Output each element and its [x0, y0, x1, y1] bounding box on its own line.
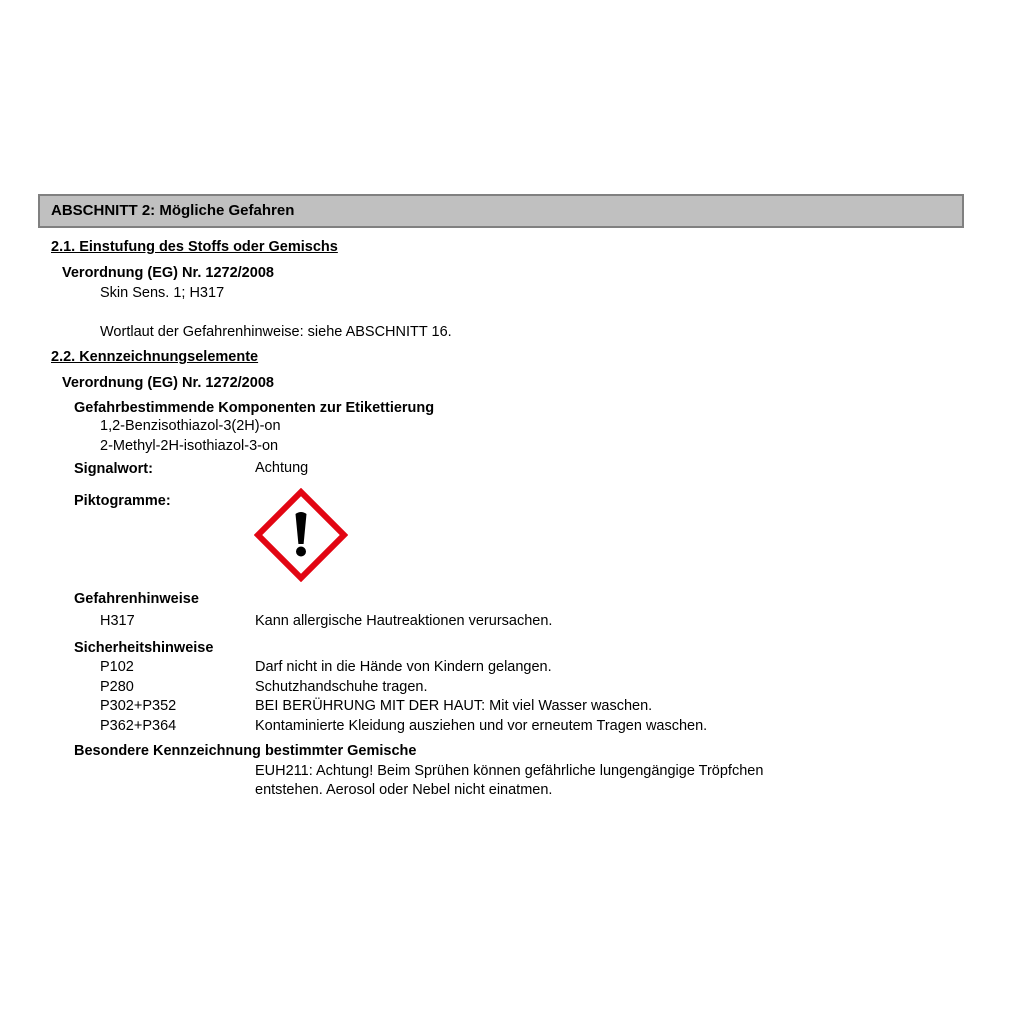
precaution-text: BEI BERÜHRUNG MIT DER HAUT: Mit viel Wasser waschen. — [255, 698, 653, 714]
components-heading: Gefahrbestimmende Komponenten zur Etikettierung — [74, 400, 435, 416]
regulation-label-2-2: Verordnung (EG) Nr. 1272/2008 — [62, 375, 274, 391]
section-header-bar — [38, 194, 964, 228]
regulation-label-2-1: Verordnung (EG) Nr. 1272/2008 — [62, 265, 274, 281]
precautionary-heading: Sicherheitshinweise — [74, 640, 214, 656]
special-labelling-heading: Besondere Kennzeichnung bestimmter Gemische — [74, 743, 417, 759]
precaution-code: P302+P352 — [100, 698, 177, 714]
signal-word-value: Achtung — [255, 460, 309, 476]
hazard-statements-heading: Gefahrenhinweise — [74, 591, 199, 607]
component-item: 2-Methyl-2H-isothiazol-3-on — [100, 438, 279, 454]
classification-text: Skin Sens. 1; H317 — [100, 285, 225, 301]
exclamation-mark-ghs07-icon — [254, 488, 348, 582]
pictograms-label: Piktogramme: — [74, 493, 171, 509]
section-title: ABSCHNITT 2: Mögliche Gefahren — [51, 202, 295, 219]
component-item: 1,2-Benzisothiazol-3(2H)-on — [100, 418, 281, 434]
precaution-text: Kontaminierte Kleidung ausziehen und vor erneutem Tragen waschen. — [255, 718, 708, 734]
special-labelling-line: EUH211: Achtung! Beim Sprühen können gefährliche lungengängige Tröpfchen — [255, 763, 764, 779]
precaution-text: Schutzhandschuhe tragen. — [255, 679, 428, 695]
precaution-code: P102 — [100, 659, 134, 675]
signal-word-label: Signalwort: — [74, 461, 153, 477]
wording-note: Wortlaut der Gefahrenhinweise: siehe ABSCHNITT 16. — [100, 324, 452, 340]
hazard-code: H317 — [100, 613, 135, 629]
special-labelling-line: entstehen. Aerosol oder Nebel nicht einatmen. — [255, 782, 553, 798]
hazard-text: Kann allergische Hautreaktionen verursachen. — [255, 613, 553, 629]
subsection-2-1-heading: 2.1. Einstufung des Stoffs oder Gemischs — [51, 239, 338, 255]
precaution-code: P280 — [100, 679, 134, 695]
precaution-text: Darf nicht in die Hände von Kindern gelangen. — [255, 659, 552, 675]
precaution-code: P362+P364 — [100, 718, 177, 734]
subsection-2-2-heading: 2.2. Kennzeichnungselemente — [51, 349, 259, 365]
